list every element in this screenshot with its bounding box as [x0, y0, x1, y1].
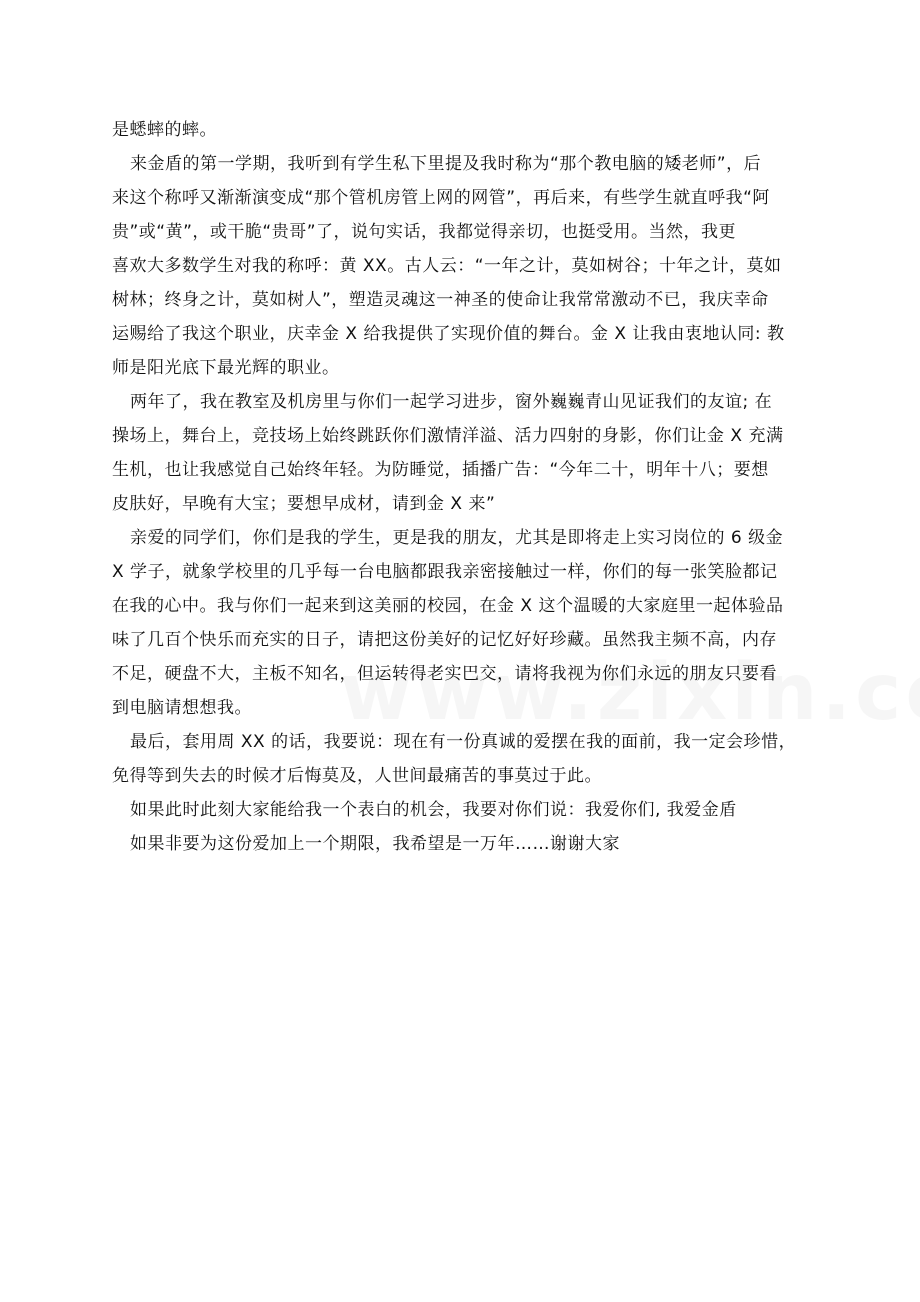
text-line: 树林；终身之计，莫如树人”，塑造灵魂这一神圣的使命让我常常激动不已，我庆幸命 [112, 290, 769, 310]
text-line: 来这个称呼又渐渐演变成“那个管机房管上网的网管”，再后来，有些学生就直呼我“阿 [112, 188, 770, 208]
text-line: 如果非要为这份爱加上一个期限，我希望是一万年……谢谢大家 [130, 834, 620, 854]
text-line: 味了几百个快乐而充实的日子，请把这份美好的记忆好好珍藏。虽然我主频不高，内存 [112, 630, 777, 650]
paragraph [112, 385, 824, 521]
text-line: 是蟋蟀的蟀。 [112, 120, 217, 140]
text-line: 运赐给了我这个职业，庆幸金 X 给我提供了实现价值的舞台。金 X 让我由衷地认同: 教 [112, 324, 785, 344]
text-line: 亲爱的同学们，你们是我的学生，更是我的朋友，尤其是即将走上实习岗位的 6 级金 [130, 528, 784, 548]
text-line: 操场上，舞台上，竞技场上始终跳跃你们激情洋溢、活力四射的身影，你们让金 X 充满 [112, 426, 784, 446]
text-line: 到电脑请想想我。 [112, 698, 252, 718]
paragraph [112, 113, 824, 147]
text-line: 不足，硬盘不大，主板不知名，但运转得老实巴交，请将我视为你们永远的朋友只要看 [112, 664, 777, 684]
text-line: 皮肤好，早晚有大宝；要想早成材，请到金 X 来” [112, 494, 496, 514]
text-line: 喜欢大多数学生对我的称呼：黄 XX。古人云：“一年之计，莫如树谷；十年之计，莫如 [112, 256, 782, 276]
text-line: 来金盾的第一学期，我听到有学生私下里提及我时称为“那个教电脑的矮老师”，后 [130, 154, 762, 174]
text-line: 在我的心中。我与你们一起来到这美丽的校园，在金 X 这个温暖的大家庭里一起体验品 [112, 596, 784, 616]
paragraph [112, 793, 824, 827]
paragraph [112, 827, 824, 861]
text-line: X 学子，就象学校里的几乎每一台电脑都跟我亲密接触过一样，你们的每一张笑脸都记 [112, 562, 778, 582]
document-body [112, 113, 824, 861]
paragraph [112, 521, 824, 725]
text-line: 生机，也让我感觉自己始终年轻。为防睡觉，插播广告：“今年二十，明年十八；要想 [112, 460, 769, 480]
text-line: 贵”或“黄”，或干脆“贵哥”了，说句实话，我都觉得亲切，也挺受用。当然，我更 [112, 222, 737, 242]
text-line: 免得等到失去的时候才后悔莫及，人世间最痛苦的事莫过于此。 [112, 766, 602, 786]
text-line: 两年了，我在教室及机房里与你们一起学习进步，窗外巍巍青山见证我们的友谊; 在 [130, 392, 773, 412]
text-line: 如果此时此刻大家能给我一个表白的机会，我要对你们说：我爱你们, 我爱金盾 [130, 800, 737, 820]
paragraph [112, 725, 824, 793]
paragraph [112, 147, 824, 385]
text-line: 最后，套用周 XX 的话，我要说：现在有一份真诚的爱摆在我的面前，我一定会珍惜， [130, 732, 797, 752]
text-line: 师是阳光底下最光辉的职业。 [112, 358, 340, 378]
